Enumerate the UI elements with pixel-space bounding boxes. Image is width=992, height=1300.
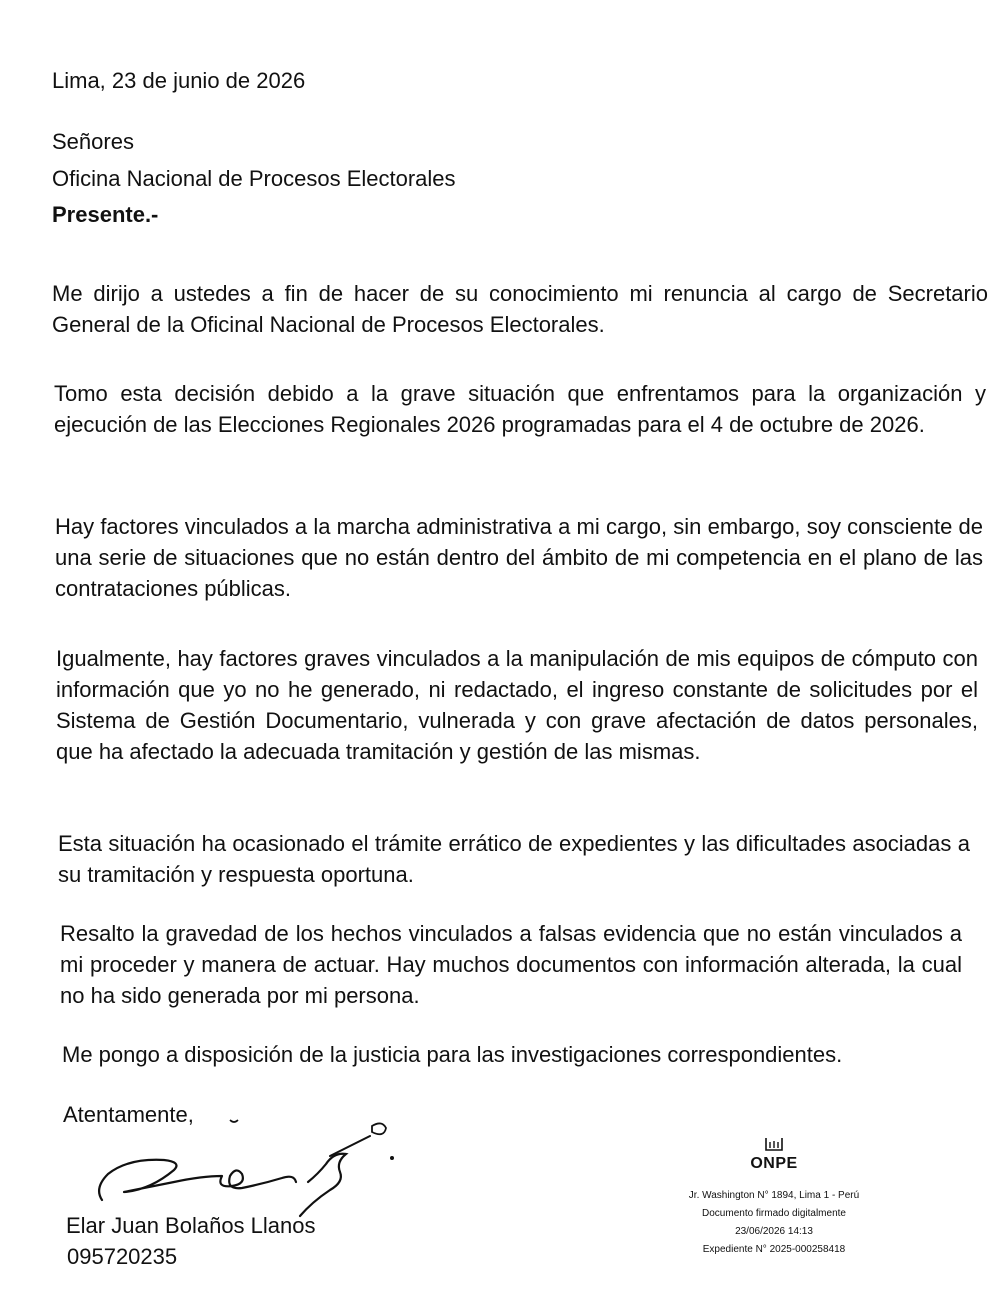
stamp-org: ONPE: [750, 1155, 798, 1172]
digital-signature-stamp: [664, 1136, 884, 1258]
date-line: Lima, 23 de junio de 2026: [52, 68, 306, 93]
closing: Atentamente,: [63, 1102, 194, 1127]
paragraph-7: Me pongo a disposición de la justicia para las investigaciones correspondientes.: [62, 1042, 843, 1067]
stamp-address: Jr. Washington N° 1894, Lima 1 - Perú: [688, 1190, 860, 1201]
paragraph-5: Esta situación ha ocasionado el trámite errático de expedientes y las dificultades asociadas a su tramitación y respuesta oportuna.: [58, 831, 970, 887]
recipient-presente: Presente.-: [52, 202, 159, 227]
paragraph-4: Igualmente, hay factores graves vinculados a la manipulación de mis equipos de cómputo con información que yo no he generado, ni redactado, el ingreso constante de solicitudes por el Sistema de Gestión Documentario, vulnerada y con grave afectación de datos personales, que ha afectado la adecuada tramitación y gestión de las mismas.: [56, 646, 978, 764]
paragraph-2: Tomo esta decisión debido a la grave situación que enfrentamos para la organización y ejecución de las Elecciones Regionales 2026 programadas para el 4 de octubre de 2026.: [54, 381, 986, 437]
stamp-expediente: Expediente N° 2025-000258418: [702, 1244, 846, 1255]
recipient-salutation: Señores: [52, 129, 134, 154]
stamp-datetime: 23/06/2026 14:13: [735, 1226, 813, 1237]
recipient-organization: Oficina Nacional de Procesos Electorales: [52, 166, 456, 191]
stamp-signed-note: Documento firmado digitalmente: [702, 1208, 846, 1219]
handwritten-signature: [80, 1112, 420, 1222]
paragraph-6: Resalto la gravedad de los hechos vinculados a falsas evidencia que no están vinculados a mi proceder y manera de actuar. Hay muchos documentos con información alterada, la cual no ha sido generada por mi persona.: [60, 921, 962, 1008]
signer-name: Elar Juan Bolaños Llanos: [66, 1213, 316, 1238]
signer-id-number: 095720235: [67, 1244, 178, 1269]
paragraph-1: Me dirijo a ustedes a fin de hacer de su conocimiento mi renuncia al cargo de Secretario General de la Oficinal Nacional de Procesos Electorales.: [52, 281, 988, 337]
onpe-logo-icon: [763, 1136, 785, 1154]
paragraph-3: Hay factores vinculados a la marcha administrativa a mi cargo, sin embargo, soy consciente de una serie de situaciones que no están dentro del ámbito de mi competencia en el plano de las contrataciones públicas.: [55, 514, 983, 601]
